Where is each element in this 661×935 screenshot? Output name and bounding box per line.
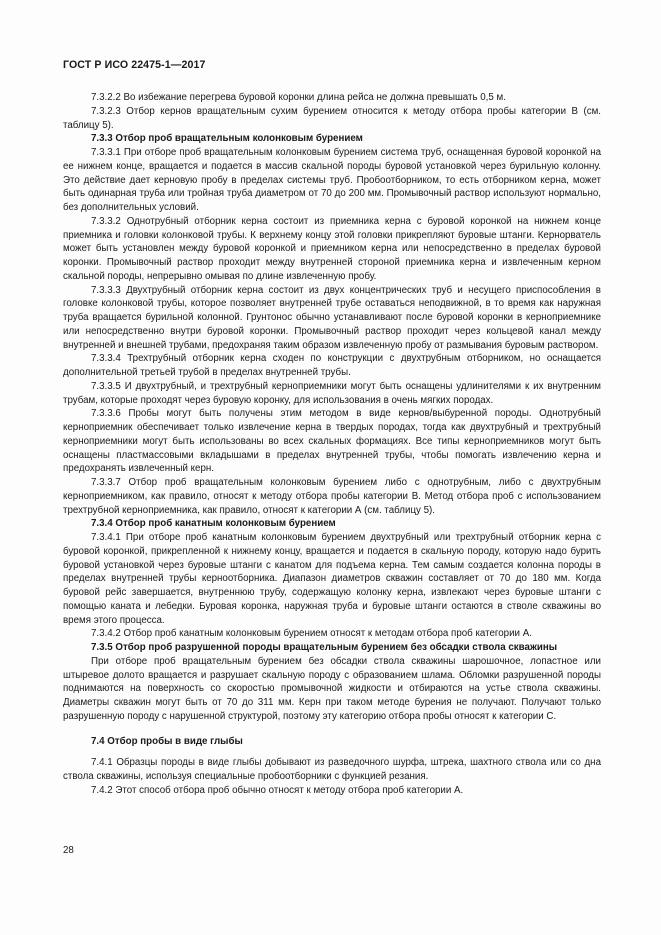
paragraph-7-3-4-2: 7.3.4.2 Отбор проб канатным колонковым бурением относят к методам отбора проб категории А. xyxy=(91,628,532,640)
standard-header: ГОСТ Р ИСО 22475-1—2017 xyxy=(63,59,206,71)
paragraph-7-3-3-4: 7.3.3.4 Трехтрубный отборник керна сходен по конструкции с двухтрубным отборником, но оснащается дополнительной третьей трубой в пределах внутренней трубы. xyxy=(63,353,601,378)
paragraph-7-4-1: 7.4.1 Образцы породы в виде глыбы добывают из разведочного шурфа, штрека, шахтного ствола или со дна ствола скважины, используя специальные пробоотборники с функцией резания. xyxy=(63,757,601,782)
paragraph-7-3-4-1: 7.3.4.1 При отборе проб канатным колонковым бурением двухтрубный или трехтрубный отборник керна с буровой коронкой, прикрепленной к нижнему концу, вращается и подается в скальную породу, которую надо бурить буровой установкой через буровые штанги с канатом для подъема керна. Тем самым создается колонна породы в пределах внутренней трубы керноотборника. Диапазон диаметров скважин составляет от 70 до 180 мм. Когда буровой рейс завершается, внутреннюю трубу, содержащую колонку керна, извлекают через буровые штанги с помощью каната и лебедки. Буровая коронка, наружная труба и буровые штанги остаются в стволе скважины во время этого процесса. xyxy=(63,532,601,626)
page-number: 28 xyxy=(63,845,74,856)
section-heading-7-4: 7.4 Отбор пробы в виде глыбы xyxy=(91,735,243,747)
paragraph-7-3-3-7: 7.3.3.7 Отбор проб вращательным колонковым бурением либо с однотрубным, либо с двухтрубным керноприемником, как правило, относят к методу отбора пробы категории В. Метод отбора проб с использованием трехтрубной керноприемника, как правило, относят к категории А (см. таблицу 5). xyxy=(63,477,601,516)
paragraph-7-3-3-2: 7.3.3.2 Однотрубный отборник керна состоит из приемника керна с буровой коронкой на нижнем конце приемника и головки колонковой трубы. К верхнему концу этой головки прикрепляют буровые штанги. Кернорватель может быть установлен между буровой коронкой и приемником керна или непосредственно в пределах буровой коронки. Промывочный раствор проходит между внутренней стороной приемника керна и извлеченным керном скальной породы, непрерывно омывая по длине извлеченную пробу. xyxy=(63,215,601,282)
section-heading-7-3-5: 7.3.5 Отбор проб разрушенной породы вращательным бурением без обсадки ствола скважины xyxy=(91,642,558,653)
paragraph-7-3-3-6: 7.3.3.6 Пробы могут быть получены этим методом в виде кернов/выбуренной породы. Однотрубный керноприемник обеспечивает только извлечение керна в твердых породах, тогда как двухтрубный и трехтрубный керноприемники могут быть использованы во всех скальных формациях. Все типы керноприемников могут быть оснащены пластмассовыми вкладышами в пределах внутренней трубы, чтобы помогать извлечению керна и предохранять извлеченный керн. xyxy=(63,408,601,475)
paragraph-7-3-2-3: 7.3.2.3 Отбор кернов вращательным сухим бурением относится к методу отбора пробы категории В (см. таблицу 5). xyxy=(63,105,601,131)
document-body xyxy=(63,91,601,798)
paragraph-7-3-5-body: При отборе проб вращательным бурением без обсадки ствола скважины шарошочное, лопастное или штыревое долото вращается и разрушает скальную породу с образованием шлама. Обломки разрушенной породы поднимаются на поверхность со скоростью промывочной жидкости и отбираются на устье ствола скважины. Диаметры скважин могут быть от 70 до 311 мм. Керн при таком методе бурения не получают. Получают только разрушенную породу с нарушенной структурой, поэтому эту категорию отбора пробы относят к категории С. xyxy=(63,655,601,722)
paragraph-7-3-3-1: 7.3.3.1 При отборе проб вращательным колонковым бурением система труб, оснащенная буровой коронкой на ее нижнем конце, вращается и подается в массив скальной породы буровой установкой через бурильную колонну. Это действие дает керновую пробу в пределах системы труб. Пробоотборником, то есть отборником керна, может быть одинарная труба или тройная труба диаметром от 70 до 200 мм. Промывочный раствор используют нормально, без дополнительных условий. xyxy=(63,147,601,213)
paragraph-7-4-2: 7.4.2 Этот способ отбора проб обычно относят к методу отбора проб категории А. xyxy=(91,784,464,796)
section-heading-7-3-4: 7.3.4 Отбор проб канатным колонковым бурением xyxy=(91,518,336,530)
paragraph-7-3-2-2: 7.3.2.2 Во избежание перегрева буровой коронки длина рейса не должна превышать 0,5 м. xyxy=(91,92,506,103)
section-heading-7-3-3: 7.3.3 Отбор проб вращательным колонковым бурением xyxy=(91,133,363,145)
paragraph-7-3-3-5: 7.3.3.5 И двухтрубный, и трехтрубный керноприемники могут быть оснащены удлинителями к их внутренним трубам, которые проходят через буровую коронку, для использования в очень мягких породах. xyxy=(63,380,601,406)
paragraph-7-3-3-3: 7.3.3.3 Двухтрубный отборник керна состоит из двух концентрических труб и несущего приспособления в головке колонковой трубы, которое позволяет внутренней трубе оставаться неподвижной, в то время как наружная труба вращается бурильной колонной. Грунтонос обычно устанавливают после буровой коронки в керноприемнике или непосредственно внутри буровой коронки. Промывочный раствор проходит через кольцевой канал между внутренней и внешней трубами, предохраняя таким образом извлеченную пробу от размывания буровым раствором. xyxy=(63,284,601,351)
